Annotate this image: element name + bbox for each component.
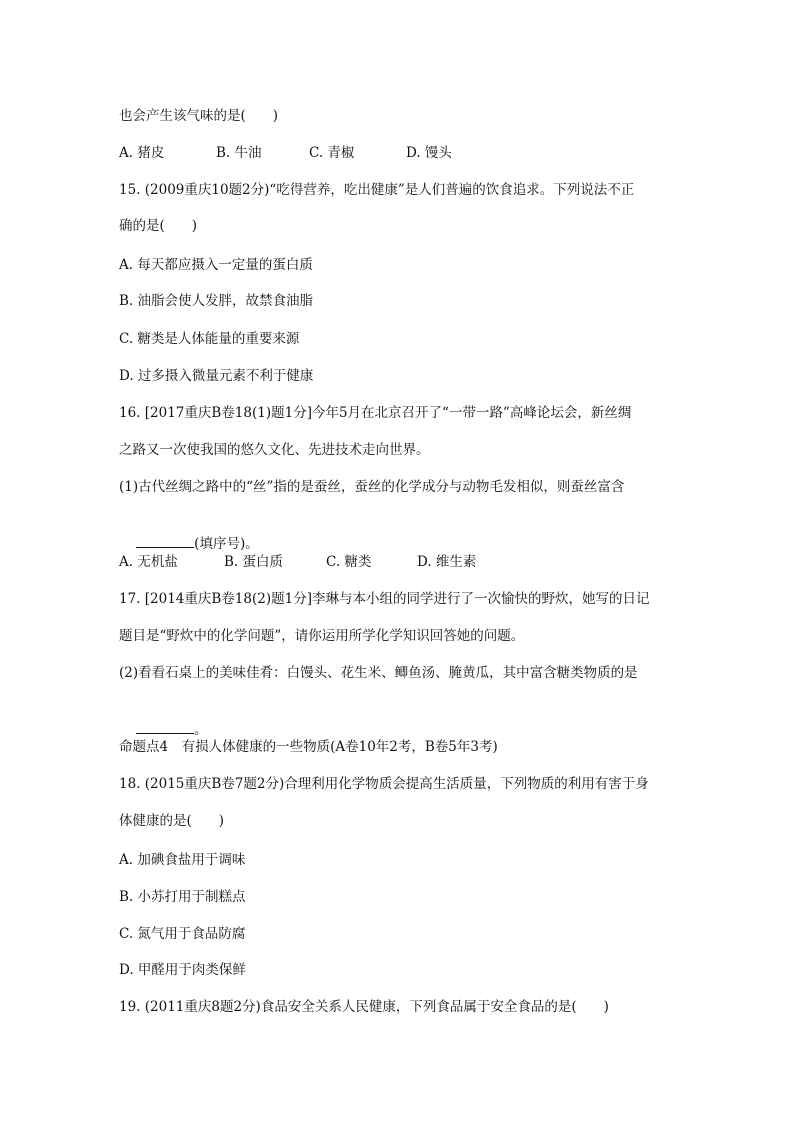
options-row-1	[119, 143, 679, 263]
option-c: C. 糖类	[326, 554, 372, 570]
question-15-option-c: C. 糖类是人体能量的重要来源	[119, 331, 300, 347]
question-16-line-2: 之路又一次使我国的悠久文化、先进技术走向世界。	[119, 442, 430, 458]
question-16-line-3: (1)古代丝绸之路中的“丝”指的是蚕丝，蚕丝的化学成分与动物毛发相似，则蚕丝富含	[119, 479, 625, 495]
question-17-line-1: 17. [2014重庆B卷18(2)题1分]李琳与本小组的同学进行了一次愉快的野炊，她写的日记	[119, 591, 650, 607]
question-19-line-1: 19. (2011重庆8题2分)食品安全关系人民健康，下列食品属于安全食品的是( )	[119, 999, 609, 1015]
question-18-option-a: A. 加碘食盐用于调味	[119, 852, 246, 868]
question-15-option-a: A. 每天都应摄入一定量的蛋白质	[119, 257, 313, 273]
question-15-line-1: 15. (2009重庆10题2分)“吃得营养，吃出健康”是人们普遍的饮食追求。下列说法不正	[119, 182, 635, 198]
option-b: B. 蛋白质	[224, 554, 284, 570]
option-d: D. 维生素	[417, 554, 477, 570]
question-18-line-1: 18. (2015重庆B卷7题2分)合理利用化学物质会提高生活质量，下列物质的利用有害于身	[119, 776, 649, 792]
option-d: D. 馒头	[406, 145, 452, 161]
question-18-option-c: C. 氮气用于食品防腐	[119, 926, 246, 942]
question-18-option-b: B. 小苏打用于制糕点	[119, 889, 246, 905]
question-stem-continued: 也会产生该气味的是( )	[119, 108, 279, 124]
question-17-line-3: (2)看看石桌上的美味佳肴：白馒头、花生米、鲫鱼汤、腌黄瓜，其中富含糖类物质的是	[119, 665, 638, 681]
question-17-line-2: 题目是“野炊中的化学问题”，请你运用所学化学知识回答她的问题。	[119, 628, 525, 644]
question-15-option-d: D. 过多摄入微量元素不利于健康	[119, 368, 314, 384]
answer-blank[interactable]	[136, 721, 194, 734]
option-a: A. 无机盐	[119, 554, 178, 570]
question-16-line-1: 16. [2017重庆B卷18(1)题1分]今年5月在北京召开了“一带一路”高峰论坛会，新丝绸	[119, 405, 632, 421]
option-b: B. 牛油	[216, 145, 262, 161]
answer-blank[interactable]	[136, 535, 194, 548]
answer-suffix: (填序号)。	[194, 536, 259, 552]
answer-suffix: 。	[194, 722, 208, 738]
options-row-2	[119, 552, 679, 672]
question-15-line-2: 确的是( )	[119, 218, 198, 234]
question-15-option-b: B. 油脂会使人发胖，故禁食油脂	[119, 293, 314, 309]
question-18-line-2: 体健康的是( )	[119, 813, 225, 829]
question-18-option-d: D. 甲醛用于肉类保鲜	[119, 962, 246, 978]
option-c: C. 青椒	[309, 145, 355, 161]
option-a: A. 猪皮	[119, 145, 165, 161]
section-heading: 命题点4 有损人体健康的一些物质(A卷10年2考，B卷5年3考)	[119, 739, 498, 755]
